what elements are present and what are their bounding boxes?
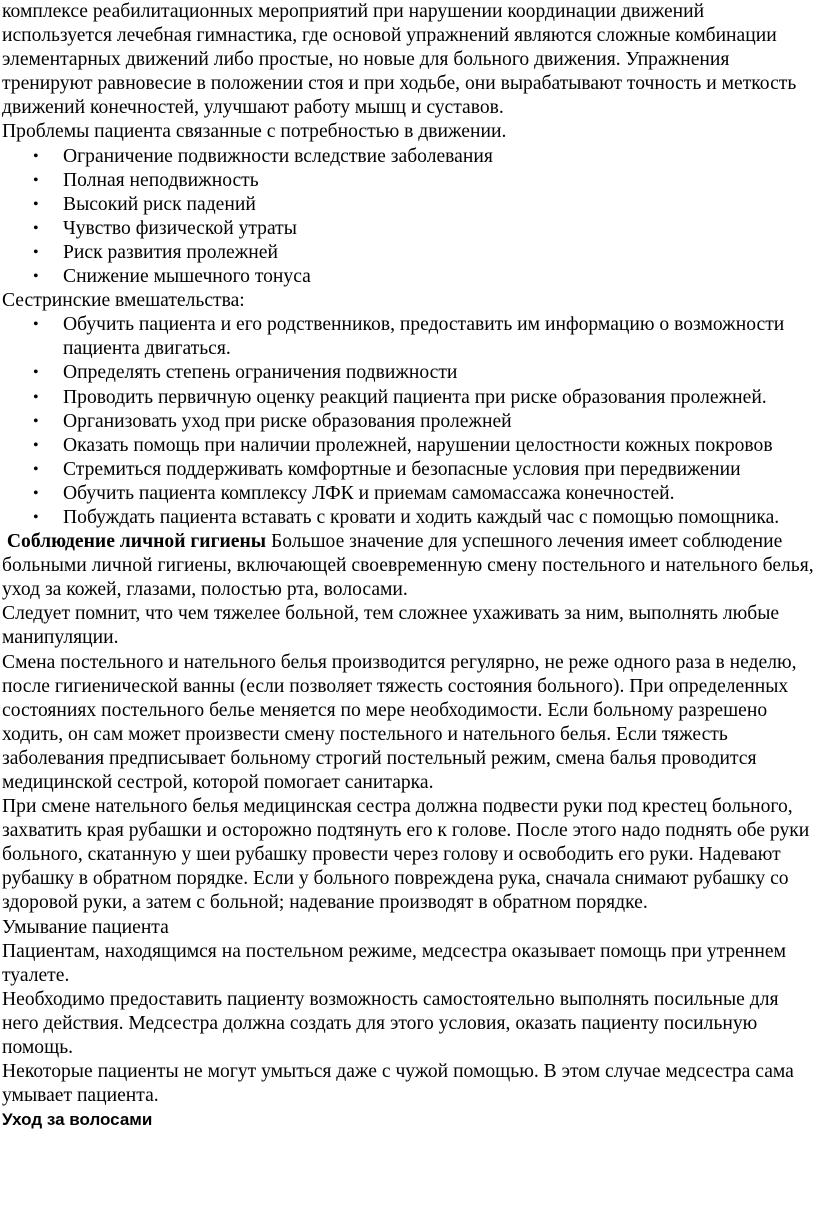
list-item: • Организовать уход при риске образования пролежней [63, 410, 814, 434]
list-item: • Обучить пациента комплексу ЛФК и приемам самомассажа конечностей. [63, 482, 814, 506]
washing-heading: Умывание пациента [2, 916, 169, 938]
paragraph: Необходимо предоставить пациенту возможность самостоятельно выполнять посильные для него действия. Медсестра должна создать для этого условия, оказать пациенту посильную помощь. [2, 988, 779, 1059]
problems-list [2, 145, 814, 290]
paragraph: Следует помнит, что чем тяжелее больной, тем сложнее ухаживать за ним, выполнять любые манипуляции. [2, 603, 780, 649]
hair-heading: Уход за волосами [2, 1110, 153, 1130]
paragraph: При смене нательного белья медицинская сестра должна подвести руки под крестец больного, захватить края рубашки и осторожно подтянуть его к голове. После этого надо поднять обе руки больного, скатанную у шеи рубашку провести через голову и освободить его руки. Надевают рубашку в обратном порядке. Если у больного повреждена рука, сначала снимают рубашку со здоровой руки, а затем с больной; надевание производят в обратном порядке. [2, 796, 810, 914]
paragraph: Некоторые пациенты не могут умыться даже с чужой помощью. В этом случае медсестра сама умывает пациента. [2, 1061, 794, 1107]
list-item: • Определять степень ограничения подвижности [63, 361, 814, 385]
list-item: • Чувство физической утраты [63, 217, 814, 241]
hygiene-title: Соблюдение личной гигиены [6, 531, 267, 553]
list-item: • Стремиться поддерживать комфортные и безопасные условия при передвижении [63, 458, 814, 482]
list-item: • Побуждать пациента вставать с кровати и ходить каждый час с помощью помощника. [63, 506, 814, 530]
list-item: • Риск развития пролежней [63, 241, 814, 265]
interventions-heading: Сестринские вмешательства: [2, 290, 245, 312]
list-item: • Обучить пациента и его родственников, предоставить им информацию о возможности пациента двигаться. [63, 313, 814, 361]
list-item: • Высокий риск падений [63, 193, 814, 217]
paragraph: Смена постельного и нательного белья производится регулярно, не реже одного раза в неделю, после гигиенической ванны (если позволяет тяжесть состояния больного). При определенных состояниях постельного белье меняется по мере необходимости. Если больному разрешено ходить, он сам может произвести смену постельного и нательного белья. Если тяжесть заболевания предписывает больному строгий постельный режим, смена балья проводится медицинской сестрой, которой помогает санитарка. [2, 651, 797, 793]
list-item: • Ограничение подвижности вследствие заболевания [63, 145, 814, 169]
list-item: • Проводить первичную оценку реакций пациента при риске образования пролежней. [63, 386, 814, 410]
paragraph: Пациентам, находящимся на постельном режиме, медсестра оказывает помощь при утреннем туалете. [2, 940, 786, 986]
list-item: • Оказать помощь при наличии пролежней, нарушении целостности кожных покровов [63, 434, 814, 458]
list-item: • Снижение мышечного тонуса [63, 265, 814, 289]
problems-heading: Проблемы пациента связанные с потребностью в движении. [2, 121, 507, 143]
list-item: • Полная неподвижность [63, 169, 814, 193]
hygiene-text: Большое значение для успешного лечения имеет соблюдение больными личной гигиены, включающей своевременную смену постельного и нательного белья, уход за кожей, глазами, полостью рта, волосами. [2, 531, 814, 601]
interventions-list [2, 313, 814, 530]
intro-paragraph: комплексе реабилитационных мероприятий при нарушении координации движений используется лечебная гимнастика, где основой упражнений являются сложные комбинации элементарных движений либо простые, но новые для больного движения. Упражнения тренируют равновесие в положении стоя и при ходьбе, они вырабатывают точность и меткость движений конечностей, улучшают работу мышц и суставов. [2, 1, 797, 119]
hygiene-paragraph [2, 530, 814, 602]
